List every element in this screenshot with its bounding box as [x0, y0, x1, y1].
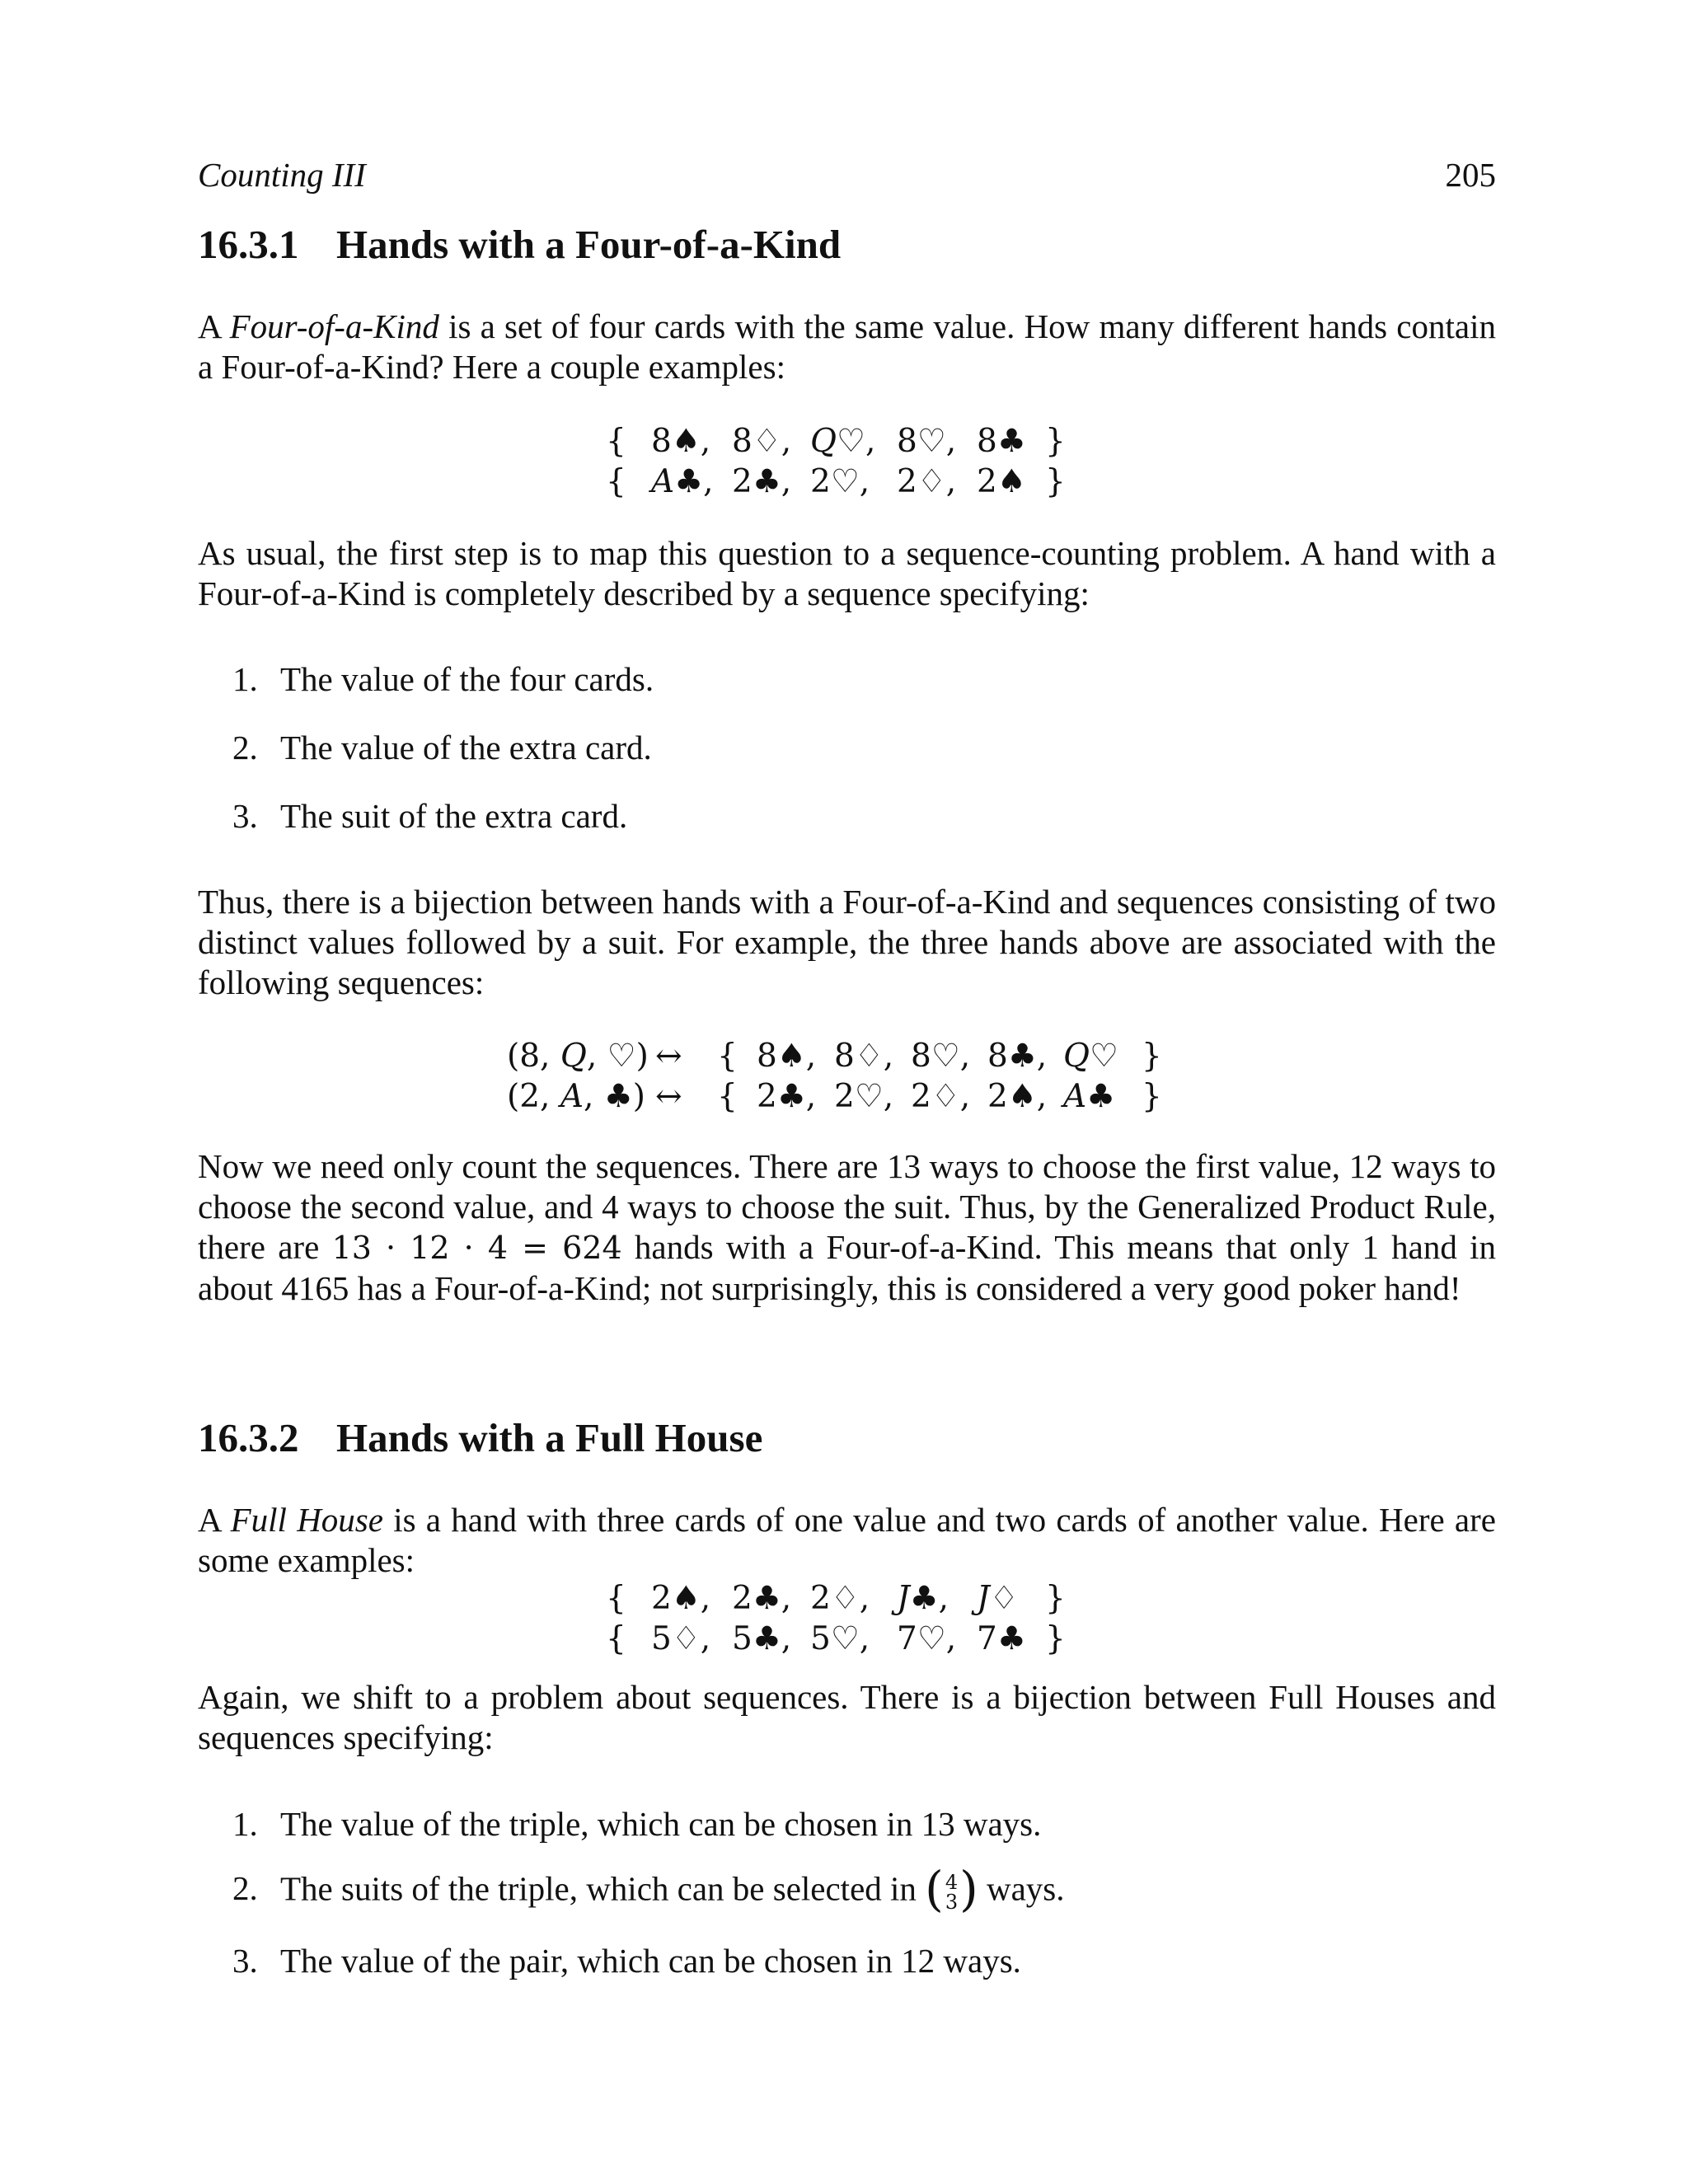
card: 2♣, — [757, 1078, 817, 1115]
brace-open: { — [606, 1580, 626, 1617]
section-number: 16.3.1 — [198, 222, 299, 267]
card: 2♣, — [732, 1580, 792, 1617]
card: 7♡, — [897, 1620, 957, 1657]
example-hand-row — [0, 1580, 1688, 1619]
card: A♣, — [651, 463, 714, 500]
card: 8♠, — [651, 423, 711, 460]
brace-close: } — [1142, 1078, 1162, 1115]
section-title: Hands with a Full House — [336, 1415, 763, 1460]
term-four-of-a-kind: Four-of-a-Kind — [229, 307, 439, 345]
brace-open: { — [717, 1078, 738, 1115]
card: A♣ — [1063, 1078, 1116, 1115]
list-item: 2. The value of the extra card. — [232, 729, 652, 766]
card: 2♣, — [732, 463, 792, 500]
section-number: 16.3.2 — [198, 1415, 299, 1460]
card: 2♠, — [651, 1580, 711, 1617]
brace-close: } — [1045, 1580, 1066, 1617]
card: 2♡, — [834, 1078, 894, 1115]
card: 2♡, — [810, 463, 870, 500]
page-number: 205 — [1445, 156, 1496, 194]
list-item: 3. The value of the pair, which can be chosen in 12 ways. — [232, 1942, 1021, 1980]
list-item: 2. The suits of the triple, which can be selected in ( 4 3 ) ways. — [232, 1861, 1065, 1917]
card: 8♡, — [911, 1038, 971, 1075]
product-formula: 13 · 12 · 4 = 624 — [331, 1230, 622, 1266]
sequence-row — [0, 1038, 1688, 1077]
list-item: 1. The value of the four cards. — [232, 660, 654, 698]
card: 2♢, — [911, 1078, 971, 1115]
paragraph-map-to-sequences: As usual, the first step is to map this question to a sequence-counting problem. A hand with a Four-of-a-Kind is completely described by a sequence specifying: — [198, 534, 1496, 612]
card: 8♣ — [977, 423, 1026, 460]
brace-open: { — [606, 463, 626, 500]
bijection-arrow: ↔ — [655, 1038, 682, 1075]
running-head — [198, 155, 1496, 201]
bijection-arrow: ↔ — [655, 1078, 682, 1115]
card: 5♣, — [732, 1620, 792, 1657]
binomial-coefficient: ( 4 3 ) — [925, 1861, 978, 1917]
term-full-house: Full House — [230, 1501, 383, 1539]
card: J♣, — [897, 1580, 950, 1617]
brace-close: } — [1045, 463, 1066, 500]
card: 5♡, — [810, 1620, 870, 1657]
paragraph-shift-to-sequences: Again, we shift to a problem about sequences. There is a bijection between Full Houses and sequences specifying: — [198, 1678, 1496, 1756]
card: 8♠, — [757, 1038, 817, 1075]
card: 2♠ — [977, 463, 1026, 500]
example-hand-row — [0, 423, 1688, 462]
example-hand-row — [0, 1620, 1688, 1660]
paragraph-bijection: Thus, there is a bijection between hands with a Four-of-a-Kind and sequences consisting of two distinct values followed by a suit. For example, the three hands above are associated with the following sequences: — [198, 883, 1496, 1001]
brace-open: { — [717, 1038, 738, 1075]
card: 2♢, — [810, 1580, 870, 1617]
card: 2♢, — [897, 463, 957, 500]
paragraph-full-house-intro: A Full House is a hand with three cards of one value and two cards of another value. Here are some examples: — [198, 1501, 1496, 1579]
paragraph-count-four-of-a-kind: Now we need only count the sequences. There are 13 ways to choose the first value, 12 ways to choose the second value, and 4 ways to choose the suit. Thus, by the Generalized Product Rule, there are 13 · 12 · 4 = 624 hands with a Four-of-a-Kind. This means that only 1 hand in about 4165 has a Four-of-a-Kind; not surprisingly, this is considered a very good poker hand! — [198, 1147, 1497, 1307]
brace-close: } — [1045, 423, 1066, 460]
section-title: Hands with a Four-of-a-Kind — [336, 222, 842, 267]
brace-open: { — [606, 423, 626, 460]
sequence-tuple: (8, Q, ♡) — [507, 1038, 649, 1075]
card: J♢ — [977, 1580, 1019, 1617]
card: Q♡ — [1063, 1038, 1118, 1075]
card: 8♣, — [987, 1038, 1048, 1075]
card: 5♢, — [651, 1620, 711, 1657]
paragraph-four-of-a-kind-intro: A Four-of-a-Kind is a set of four cards with the same value. How many different hands contain a Four-of-a-Kind? Here a couple examples: — [198, 307, 1496, 386]
brace-close: } — [1142, 1038, 1162, 1075]
sequence-tuple: (2, A, ♣) — [507, 1078, 645, 1115]
brace-open: { — [606, 1620, 626, 1657]
card: Q♡, — [810, 423, 876, 460]
card: 7♣ — [977, 1620, 1026, 1657]
sequence-row — [0, 1078, 1688, 1118]
section-heading-full-house — [198, 1414, 762, 1461]
brace-close: } — [1045, 1620, 1066, 1657]
running-head-title: Counting III — [198, 156, 366, 194]
example-hand-row — [0, 463, 1688, 503]
card: 8♡, — [897, 423, 957, 460]
list-item: 3. The suit of the extra card. — [232, 797, 628, 835]
card: 8♢, — [834, 1038, 894, 1075]
list-item: 1. The value of the triple, which can be chosen in 13 ways. — [232, 1805, 1042, 1843]
card: 2♠, — [987, 1078, 1048, 1115]
section-heading-four-of-a-kind — [198, 221, 841, 268]
card: 8♢, — [732, 423, 792, 460]
